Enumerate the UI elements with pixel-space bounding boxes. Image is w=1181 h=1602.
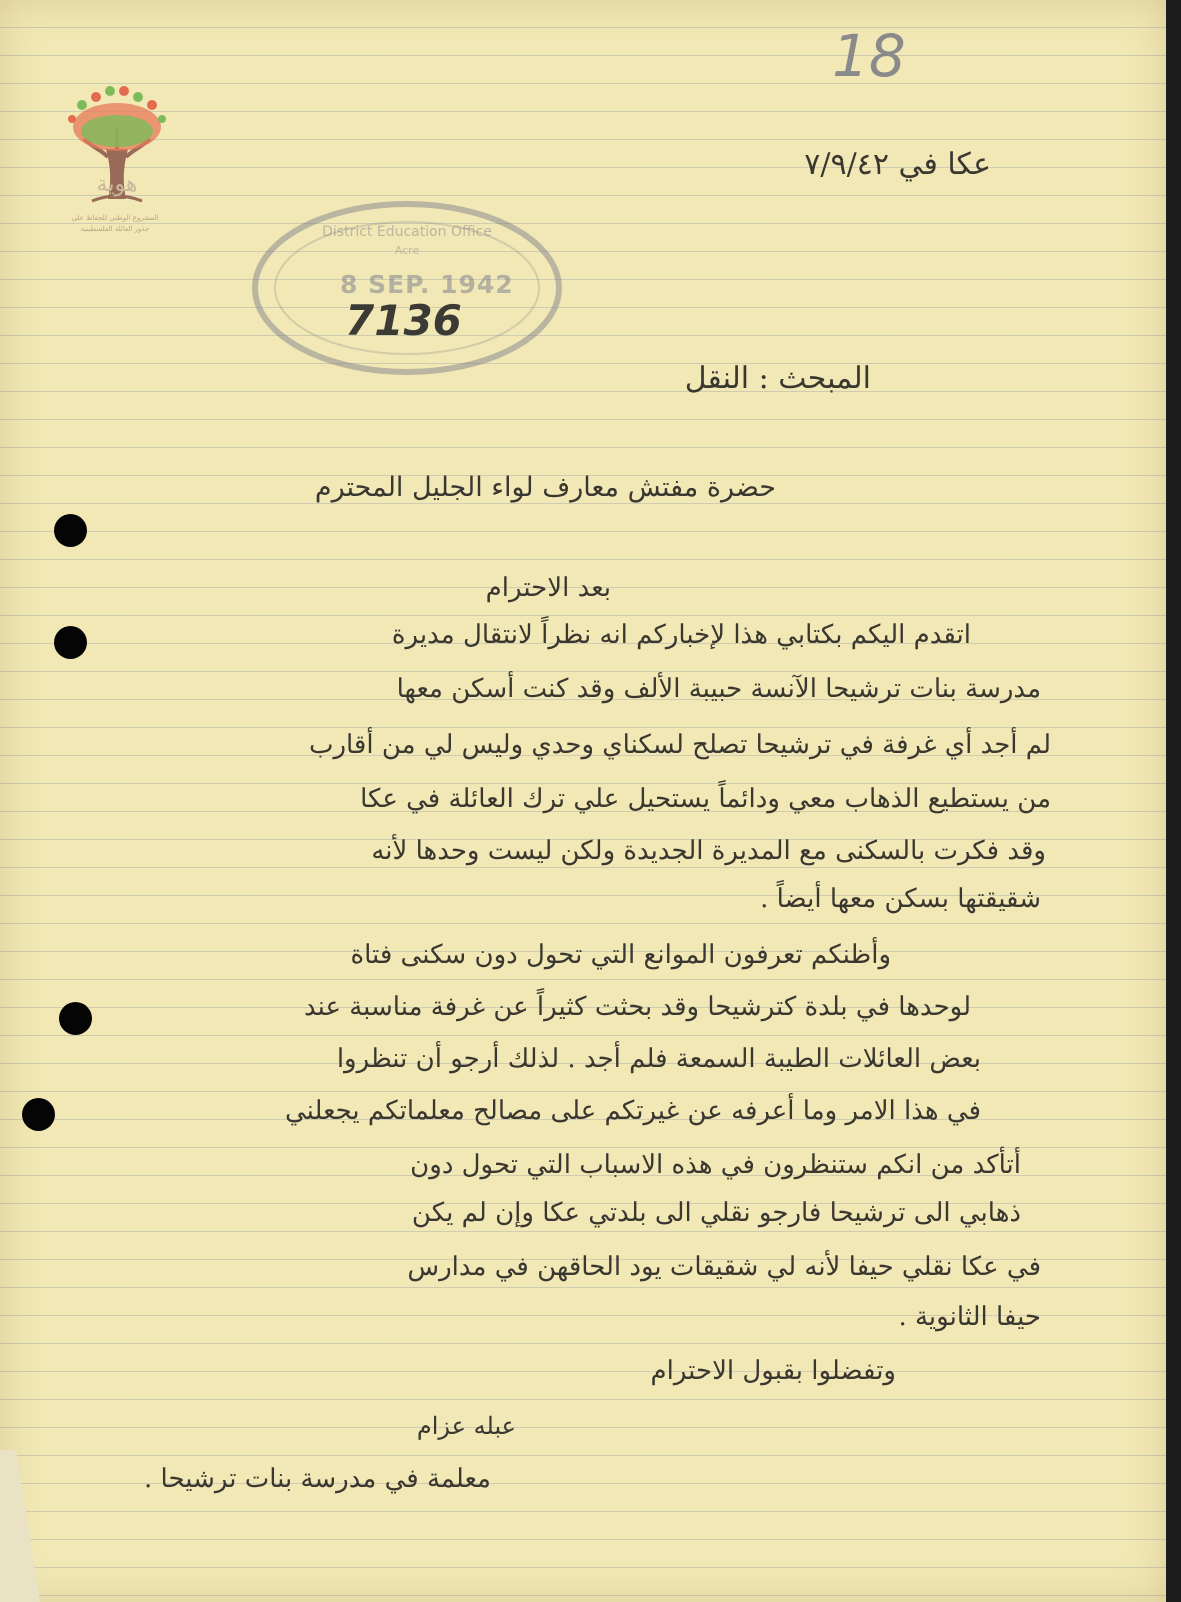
logo-subtitle-line1: المشروع الوطني للحفاظ على: [71, 214, 159, 222]
signature-title: معلمة في مدرسة بنات ترشيحا .: [144, 1464, 491, 1494]
stamp-date: 8 SEP. 1942: [340, 270, 514, 299]
letter-addressee: حضرة مفتش معارف لواء الجليل المحترم: [314, 472, 776, 503]
punch-hole: [54, 514, 87, 547]
letter-subject: المبحث : النقل: [684, 361, 871, 396]
punch-hole: [54, 626, 87, 659]
punch-hole: [22, 1098, 55, 1131]
letter-closing: وتفضلوا بقبول الاحترام: [650, 1356, 896, 1386]
letter-body-line: وقد فكرت بالسكنى مع المديرة الجديدة ولكن ليست وحدها لأنه: [371, 836, 1046, 866]
scan-edge: [1166, 0, 1181, 1602]
svg-text:District Education Office: District Education Office: [322, 224, 492, 240]
archive-page-number: 18: [832, 22, 906, 90]
punch-hole: [59, 1002, 92, 1035]
svg-text:Acre: Acre: [394, 244, 420, 257]
letter-body-line: لم أجد أي غرفة في ترشيحا تصلح لسكناي وحدي وليس لي من أقارب: [308, 730, 1051, 760]
letter-body-line: في هذا الامر وما أعرفه عن غيرتكم على مصالح معلماتكم يجعلني: [284, 1096, 981, 1126]
letter-body-line: مدرسة بنات ترشيحا الآنسة حبيبة الألف وقد كنت أسكن معها: [396, 674, 1041, 704]
letter-body-line: بعض العائلات الطيبة السمعة فلم أجد . لذلك أرجو أن تنظروا: [336, 1044, 981, 1074]
letter-body-line: في عكا نقلي حيفا لأنه لي شقيقات يود الحاقهن في مدارس: [407, 1252, 1041, 1282]
stamp-number: 7136: [345, 296, 462, 345]
letter-body-line: حيفا الثانوية .: [898, 1302, 1041, 1332]
letter-date: عكا في ٧/٩/٤٢: [804, 147, 991, 182]
letter-body-line: أتأكد من انكم ستنظرون في هذه الاسباب التي تحول دون: [410, 1150, 1021, 1180]
logo-name: هوية: [96, 172, 138, 197]
letter-body-line: شقيقتها بسكن معها أيضاً .: [760, 884, 1041, 914]
letter-body-line: من يستطيع الذهاب معي ودائماً يستحيل علي ترك العائلة في عكا: [360, 784, 1051, 814]
letter-body-line: ذهابي الى ترشيحا فارجو نقلي الى بلدتي عكا وإن لم يكن: [411, 1198, 1021, 1228]
letter-greeting: بعد الاحترام: [485, 573, 611, 603]
letter-body-line: اتقدم اليكم بكتابي هذا لإخباركم انه نظراً لانتقال مديرة: [391, 620, 971, 650]
signature-name: عبله عزام: [416, 1412, 516, 1440]
letter-body-line: لوحدها في بلدة كترشيحا وقد بحثت كثيراً عن غرفة مناسبة عند: [303, 992, 971, 1022]
logo-subtitle-line2: جذور العائلة الفلسطينية: [80, 225, 150, 233]
letter-body-line: وأظنكم تعرفون الموانع التي تحول دون سكنى فتاة: [350, 940, 891, 970]
